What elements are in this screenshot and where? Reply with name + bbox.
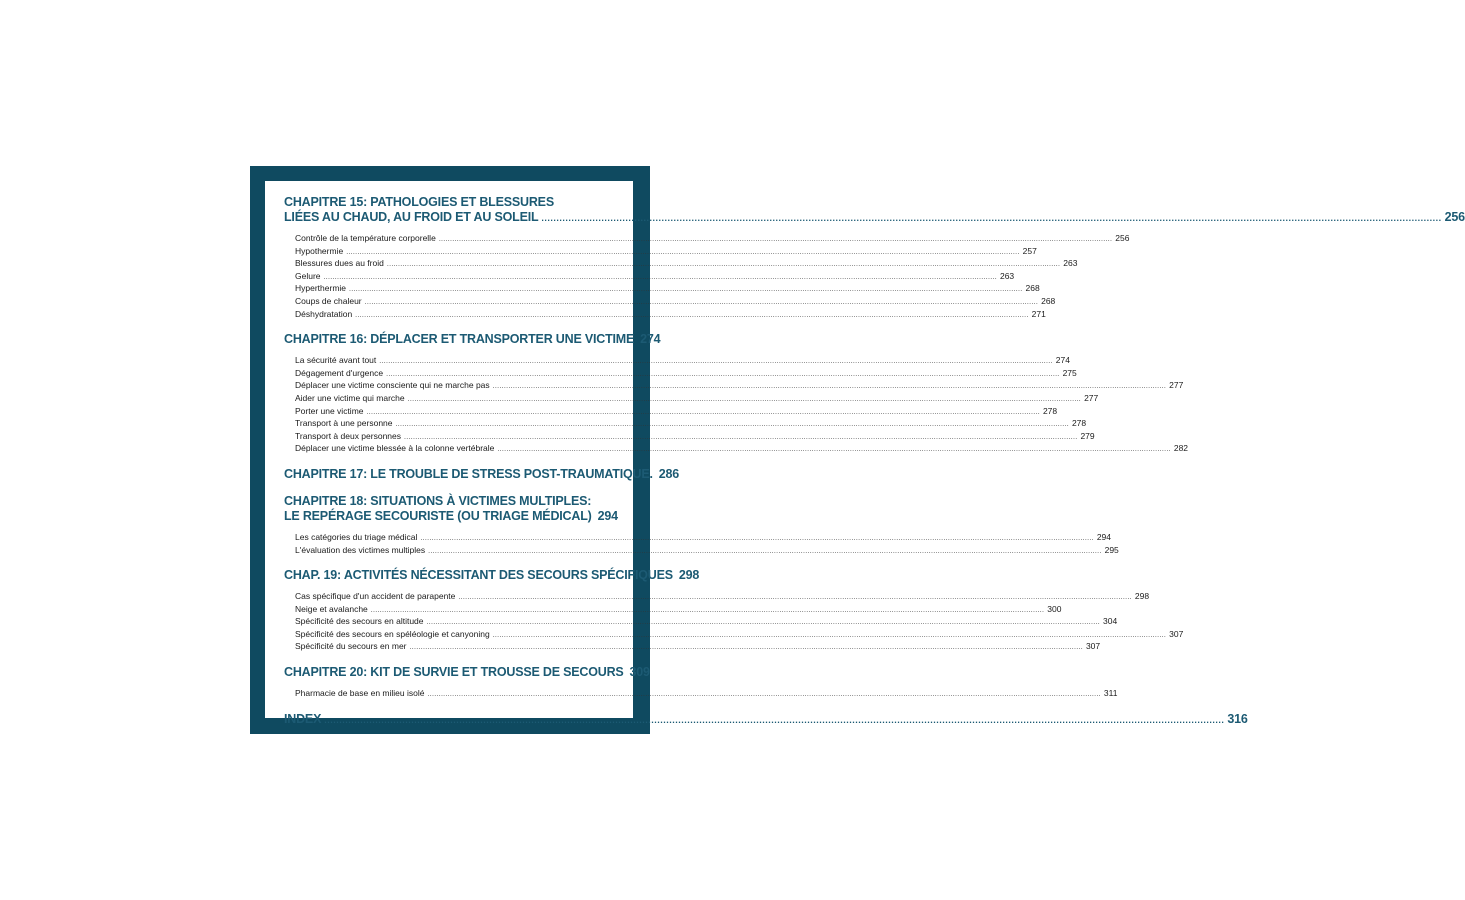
entry-label: Pharmacie de base en milieu isolé	[295, 688, 425, 699]
entry-page-number: 311	[1103, 688, 1118, 699]
entry-page-number: 279	[1080, 430, 1095, 441]
entry-label: L'évaluation des victimes multiples	[295, 544, 426, 555]
dot-leader: ............................................................................................................................................................................................................................................................................................................	[395, 421, 1069, 429]
toc-entry	[295, 380, 1184, 393]
dot-leader: ............................................................................................................................................................................................................................................................................................................	[458, 594, 1132, 602]
chapter-title: LIÉES AU CHAUD, AU FROID ET AU SOLEIL	[284, 210, 539, 224]
chapter-heading-line	[284, 568, 700, 584]
table-of-contents	[265, 181, 1465, 726]
entry-page-number: 300	[1047, 603, 1062, 614]
entry-label: Porter une victime	[295, 405, 364, 416]
entry-label: Aider une victime qui marche	[295, 392, 405, 403]
entry-label: Contrôle de la température corporelle	[295, 233, 436, 243]
toc-entry	[295, 392, 1099, 406]
chapter-entries-list	[295, 531, 1119, 557]
chapter-heading-line	[284, 195, 615, 210]
chapter-page-number: 286	[658, 466, 680, 481]
chapter-page-number: 309	[629, 665, 650, 680]
chapter-entries-list	[295, 688, 1118, 701]
entry-label: Dégagement d'urgence	[295, 367, 384, 378]
chapter-heading-line	[284, 508, 618, 525]
dot-leader: ............................................................................................................................................................................................................................................................................................................	[541, 213, 1442, 223]
entry-page-number: 278	[1042, 405, 1058, 416]
dot-leader: ............................................................................................................................................................................................................................................................................................................	[386, 261, 1061, 269]
chapter-title: INDEX	[284, 711, 322, 726]
entry-page-number: 307	[1085, 641, 1101, 652]
chapter-entries-list	[295, 355, 1189, 456]
toc-entry	[295, 641, 1101, 654]
entry-label: Déshydratation	[295, 308, 353, 319]
entry-page-number: 263	[999, 270, 1015, 281]
toc-entry	[295, 367, 1077, 381]
toc-chapter	[284, 332, 1189, 456]
entry-label: La sécurité avant tout	[295, 355, 377, 366]
chapter-title: CHAP. 19: ACTIVITÉS NÉCESSITANT DES SECOURS SPÉCIFIQUES	[284, 568, 673, 583]
chapter-heading-line	[284, 494, 615, 509]
dot-leader: ............................................................................................................................................................................................................................................................................................................	[370, 606, 1045, 614]
toc-entry	[295, 245, 1037, 259]
toc-entry	[295, 258, 1078, 271]
entry-page-number: 257	[1022, 245, 1037, 256]
entry-label: Spécificité des secours en altitude	[295, 616, 424, 627]
dot-leader: ............................................................................................................................................................................................................................................................................................................	[428, 547, 1102, 555]
chapter-page-number: 294	[597, 508, 618, 523]
toc-entry	[295, 355, 1070, 368]
entry-label: Transport à une personne	[295, 418, 393, 429]
dot-leader: ............................................................................................................................................................................................................................................................................................................	[379, 358, 1053, 366]
entry-label: Spécificité du secours en mer	[295, 641, 407, 652]
entry-page-number: 271	[1031, 308, 1046, 319]
entry-page-number: 275	[1062, 367, 1077, 378]
dot-leader: ............................................................................................................................................................................................................................................................................................................	[497, 446, 1171, 454]
chapter-entries-list	[295, 591, 1184, 654]
chapter-page-number: 274	[640, 332, 661, 347]
dot-leader: ............................................................................................................................................................................................................................................................................................................	[366, 408, 1040, 416]
toc-entry	[295, 603, 1062, 617]
toc-entry	[295, 544, 1119, 558]
toc-entry	[295, 688, 1118, 701]
toc-entry	[295, 418, 1087, 431]
dot-leader: ............................................................................................................................................................................................................................................................................................................	[386, 370, 1060, 378]
entry-page-number: 294	[1096, 531, 1112, 542]
chapter-heading-line	[284, 332, 661, 348]
toc-entry	[295, 443, 1189, 456]
chapter-title: CHAPITRE 20: KIT DE SURVIE ET TROUSSE DE SECOURS	[284, 665, 624, 680]
dot-leader: ............................................................................................................................................................................................................................................................................................................	[323, 273, 997, 281]
chapter-title: CHAPITRE 17: LE TROUBLE DE STRESS POST-TRAUMATIQUE.	[284, 466, 653, 481]
chapter-heading-line	[284, 466, 680, 483]
dot-leader: ............................................................................................................................................................................................................................................................................................................	[324, 714, 1225, 725]
dot-leader: ............................................................................................................................................................................................................................................................................................................	[426, 619, 1100, 627]
toc-chapter	[284, 466, 680, 483]
dot-leader: ............................................................................................................................................................................................................................................................................................................	[492, 383, 1167, 391]
entry-page-number: 268	[1041, 295, 1056, 306]
entry-page-number: 295	[1104, 544, 1119, 555]
chapter-title: LE REPÉRAGE SECOURISTE (OU TRIAGE MÉDICAL)	[284, 508, 592, 523]
entry-label: Les catégories du triage médical	[295, 531, 418, 542]
entry-page-number: 274	[1055, 355, 1070, 366]
dot-leader: ............................................................................................................................................................................................................................................................................................................	[346, 248, 1020, 256]
dot-leader: ............................................................................................................................................................................................................................................................................................................	[355, 311, 1029, 319]
entry-page-number: 282	[1173, 443, 1189, 454]
dot-leader: ............................................................................................................................................................................................................................................................................................................	[492, 631, 1167, 639]
dot-leader: ............................................................................................................................................................................................................................................................................................................	[404, 433, 1078, 441]
toc-entry	[295, 295, 1056, 309]
entry-label: Transport à deux personnes	[295, 430, 401, 441]
dot-leader: ............................................................................................................................................................................................................................................................................................................	[349, 286, 1023, 294]
dot-leader: ............................................................................................................................................................................................................................................................................................................	[420, 534, 1094, 542]
entry-page-number: 278	[1071, 418, 1087, 429]
toc-chapter	[284, 493, 1119, 557]
entry-label: Coups de chaleur	[295, 295, 362, 306]
entry-label: Gelure	[295, 270, 321, 281]
entry-label: Spécificité des secours en spéléologie et canyoning	[295, 628, 490, 639]
dot-leader: ............................................................................................................................................................................................................................................................................................................	[427, 691, 1101, 699]
entry-page-number: 268	[1025, 283, 1040, 294]
entry-page-number: 263	[1063, 258, 1078, 269]
toc-entry	[295, 430, 1095, 444]
dot-leader: ............................................................................................................................................................................................................................................................................................................	[364, 298, 1039, 306]
entry-label: Cas spécifique d'un accident de parapente	[295, 591, 456, 602]
entry-label: Hypothermie	[295, 245, 344, 256]
entry-page-number: 307	[1169, 628, 1184, 639]
toc-chapter	[284, 711, 1248, 728]
dot-leader: ............................................................................................................................................................................................................................................................................................................	[409, 644, 1083, 652]
entry-label: Blessures dues au froid	[295, 258, 384, 269]
entry-page-number: 304	[1102, 616, 1118, 627]
chapter-title: CHAPITRE 16: DÉPLACER ET TRANSPORTER UNE VICTIME	[284, 332, 635, 347]
chapter-entries-list	[295, 233, 1130, 321]
toc-entry	[295, 531, 1112, 545]
chapter-title: CHAPITRE 15: PATHOLOGIES ET BLESSURES	[284, 195, 554, 209]
book-page-frame	[250, 166, 1465, 734]
entry-page-number: 277	[1084, 392, 1099, 403]
entry-page-number: 277	[1169, 380, 1184, 391]
dot-leader: ............................................................................................................................................................................................................................................................................................................	[438, 236, 1113, 243]
toc-entry	[295, 591, 1150, 604]
toc-chapter	[284, 568, 1184, 654]
dot-leader: ............................................................................................................................................................................................................................................................................................................	[407, 395, 1082, 403]
toc-entry	[295, 405, 1058, 419]
toc-entry	[295, 628, 1184, 642]
chapter-heading-line	[284, 711, 1248, 728]
toc-chapter	[284, 195, 1465, 321]
chapter-heading-line	[284, 210, 1465, 226]
entry-label: Déplacer une victime blessée à la colonne vertébrale	[295, 443, 495, 454]
chapter-heading-line	[284, 665, 650, 681]
entry-page-number: 298	[1134, 591, 1150, 602]
entry-label: Hyperthermie	[295, 283, 347, 294]
toc-entry	[295, 283, 1040, 296]
entry-label: Neige et avalanche	[295, 603, 368, 614]
entry-label: Déplacer une victime consciente qui ne marche pas	[295, 380, 490, 391]
toc-chapter	[284, 665, 1118, 701]
chapter-page-number: 298	[678, 568, 700, 583]
entry-page-number: 256	[1115, 233, 1130, 243]
toc-entry	[295, 616, 1118, 629]
chapter-page-number: 256	[1444, 210, 1465, 224]
toc-entry	[295, 233, 1130, 246]
chapter-title: CHAPITRE 18: SITUATIONS À VICTIMES MULTIPLES:	[284, 493, 592, 508]
toc-entry	[295, 308, 1046, 322]
chapter-page-number: 316	[1227, 711, 1248, 726]
toc-entry	[295, 270, 1015, 284]
